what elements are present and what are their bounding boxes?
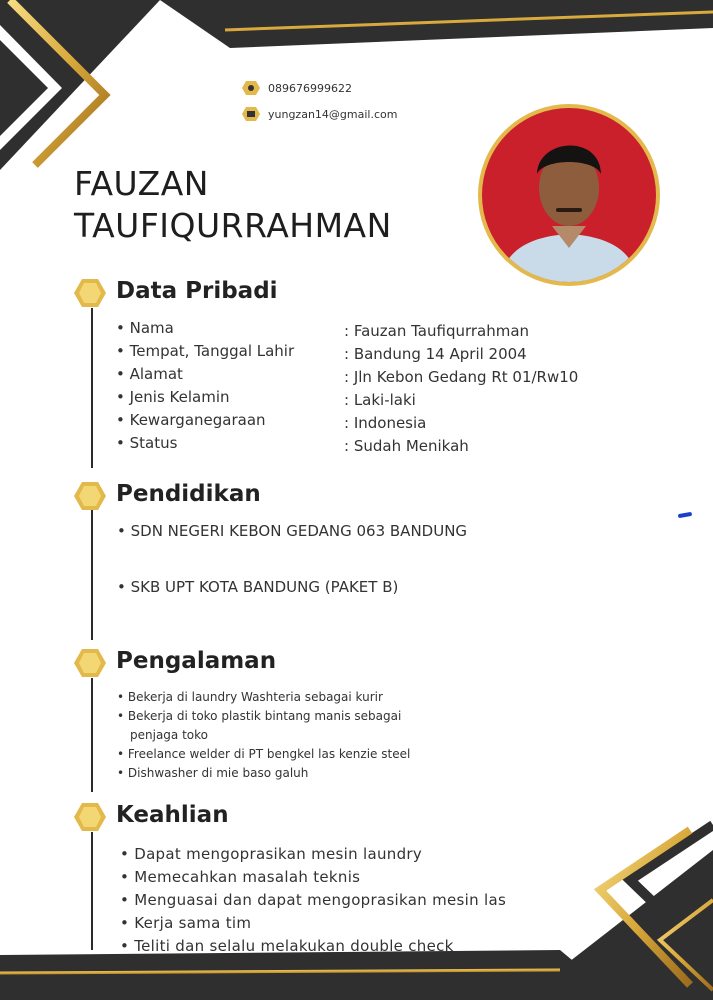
personal-value: : Fauzan Taufiqurrahman [344, 322, 530, 340]
skill-item: • Memecahkan masalah teknis [120, 868, 361, 886]
personal-value: : Indonesia [344, 414, 427, 432]
section-hexagon-icon [74, 802, 106, 832]
personal-label: • Nama [116, 319, 174, 337]
skill-item: • Teliti dan selalu melakukan double check [120, 937, 454, 955]
section-title-keahlian: Keahlian [116, 802, 229, 828]
personal-label: • Kewarganegaraan [116, 411, 266, 429]
personal-value: : Sudah Menikah [344, 437, 469, 455]
section-hexagon-icon [74, 648, 106, 678]
contact-phone [242, 80, 352, 96]
skill-item: • Kerja sama tim [120, 914, 252, 932]
personal-value: : Bandung 14 April 2004 [344, 345, 527, 363]
experience-item: • Bekerja di toko plastik bintang manis sebagai [117, 709, 402, 723]
personal-value: : Laki-laki [344, 391, 416, 409]
personal-label: • Status [116, 434, 178, 452]
education-item: • SKB UPT KOTA BANDUNG (PAKET B) [117, 578, 399, 596]
experience-item: • Freelance welder di PT bengkel las kenzie steel [117, 747, 411, 761]
timeline-line [91, 308, 93, 468]
section-title-data-pribadi: Data Pribadi [116, 278, 278, 304]
phone-text: 089676999622 [268, 81, 352, 95]
person-portrait-icon [482, 108, 656, 282]
timeline-line [91, 510, 93, 640]
education-item: • SDN NEGERI KEBON GEDANG 063 BANDUNG [117, 522, 468, 540]
skill-item: • Menguasai dan dapat mengoprasikan mesin las [120, 891, 507, 909]
personal-label: • Jenis Kelamin [116, 388, 230, 406]
experience-item-continued: penjaga toko [130, 728, 208, 742]
section-hexagon-icon [74, 278, 106, 308]
timeline-line [91, 832, 93, 950]
personal-value: : Jln Kebon Gedang Rt 01/Rw10 [344, 368, 579, 386]
personal-label: • Alamat [116, 365, 183, 383]
name-first: FAUZAN [74, 164, 209, 203]
timeline-line [91, 678, 93, 792]
section-title-pendidikan: Pendidikan [116, 481, 261, 507]
section-title-pengalaman: Pengalaman [116, 648, 277, 674]
profile-photo [478, 104, 660, 286]
email-text: yungzan14@gmail.com [268, 107, 398, 121]
personal-label: • Tempat, Tanggal Lahir [116, 342, 295, 360]
experience-item: • Bekerja di laundry Washteria sebagai kurir [117, 690, 383, 704]
skill-item: • Dapat mengoprasikan mesin laundry [120, 845, 423, 863]
contact-email [242, 106, 397, 122]
experience-item: • Dishwasher di mie baso galuh [117, 766, 309, 780]
section-hexagon-icon [74, 481, 106, 511]
mail-icon [242, 106, 260, 122]
phone-icon [242, 80, 260, 96]
name-last: TAUFIQURRAHMAN [74, 206, 392, 245]
